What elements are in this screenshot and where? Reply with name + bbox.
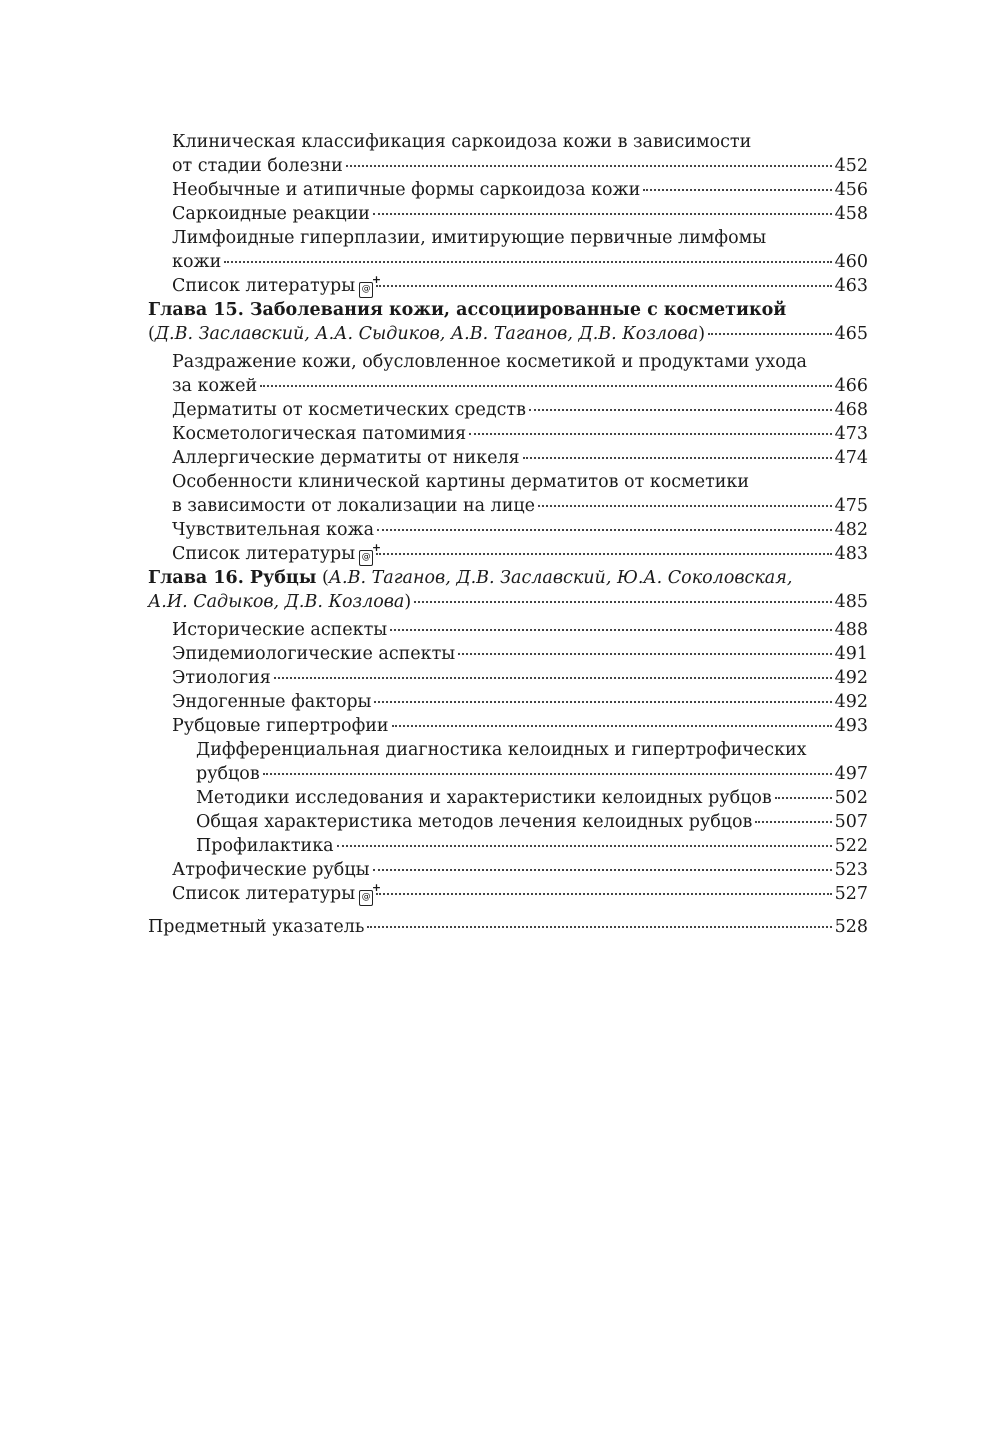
toc-entry-sarcoidosis-classification[interactable]: Клиническая классификация саркоидоза кожи в зависимости	[172, 132, 752, 152]
toc-entry-cosmetic-dermatitis[interactable]: Дерматиты от косметических средств 468	[172, 400, 868, 420]
page-number: 507	[834, 812, 868, 832]
dot-leader	[469, 433, 831, 435]
dot-leader	[775, 797, 832, 799]
page-number: 502	[834, 788, 868, 808]
dot-leader	[414, 601, 831, 603]
dot-leader	[376, 553, 831, 555]
dot-leader	[374, 701, 831, 703]
e-resource-icon: @ +	[359, 890, 373, 906]
toc-entry-differential-diagnosis-cont[interactable]: рубцов 497	[196, 764, 868, 784]
page-number: 528	[834, 917, 868, 937]
dot-leader	[373, 869, 832, 871]
dot-leader	[376, 285, 831, 287]
toc-entry-atypical-sarcoidosis[interactable]: Необычные и атипичные формы саркоидоза кожи 456	[172, 180, 868, 200]
page-number: 491	[834, 644, 868, 664]
page-number: 488	[834, 620, 868, 640]
dot-leader	[458, 653, 831, 655]
dot-leader	[538, 505, 832, 507]
toc-entry-differential-diagnosis[interactable]: Дифференциальная диагностика келоидных и гипертрофических	[196, 740, 807, 760]
chapter-16-title[interactable]: Глава 16. Рубцы (А.В. Таганов, Д.В. Заславский, Ю.А. Соколовская,	[148, 568, 793, 588]
dot-leader	[376, 893, 831, 895]
toc-entry-sarcoidosis-classification-cont[interactable]: от стадии болезни 452	[172, 156, 868, 176]
toc-entry-lymphoid-hyperplasia[interactable]: Лимфоидные гиперплазии, имитирующие первичные лимфомы	[172, 228, 767, 248]
toc-entry-hypertrophic-scars[interactable]: Рубцовые гипертрофии 493	[172, 716, 868, 736]
page-number: 485	[834, 592, 868, 612]
toc-entry-subject-index[interactable]: Предметный указатель 528	[148, 917, 868, 937]
page-number: 527	[834, 884, 868, 904]
toc-entry-nickel-dermatitis[interactable]: Аллергические дерматиты от никеля 474	[172, 448, 868, 468]
page-number: 458	[834, 204, 868, 224]
toc-entry-clinical-features[interactable]: Особенности клинической картины дерматитов от косметики	[172, 472, 750, 492]
dot-leader	[390, 629, 831, 631]
toc-entry-clinical-features-cont[interactable]: в зависимости от локализации на лице 475	[172, 496, 868, 516]
dot-leader	[346, 165, 832, 167]
toc-entry-epidemiology[interactable]: Эпидемиологические аспекты 491	[172, 644, 868, 664]
toc-entry-treatment-methods[interactable]: Общая характеристика методов лечения келоидных рубцов 507	[196, 812, 868, 832]
dot-leader	[367, 926, 831, 928]
page-number: 497	[834, 764, 868, 784]
table-of-contents	[148, 130, 868, 939]
dot-leader	[373, 213, 832, 215]
page-number: 465	[834, 324, 868, 344]
page-number: 492	[834, 668, 868, 688]
page-number: 492	[834, 692, 868, 712]
dot-leader	[260, 385, 831, 387]
page-number: 473	[834, 424, 868, 444]
page-number: 483	[834, 544, 868, 564]
dot-leader	[708, 333, 832, 335]
dot-leader	[755, 821, 831, 823]
toc-entry-references-16[interactable]: Список литературы @ + 527	[148, 882, 868, 906]
dot-leader	[529, 409, 832, 411]
page-number: 475	[834, 496, 868, 516]
dot-leader	[337, 845, 832, 847]
toc-entry-sarcoid-reactions[interactable]: Саркоидные реакции 458	[172, 204, 868, 224]
toc-entry-research-methods[interactable]: Методики исследования и характеристики келоидных рубцов 502	[196, 788, 868, 808]
authors: А.И. Садыков, Д.В. Козлова	[148, 592, 405, 612]
dot-leader	[392, 725, 832, 727]
authors: Д.В. Заславский, А.А. Сыдиков, А.В. Таганов, Д.В. Козлова	[154, 324, 699, 344]
toc-entry-etiology[interactable]: Этиология 492	[172, 668, 868, 688]
page-number: 493	[834, 716, 868, 736]
toc-entry-pathomimia[interactable]: Косметологическая патомимия 473	[172, 424, 868, 444]
dot-leader	[523, 457, 832, 459]
dot-leader	[274, 677, 832, 679]
authors: А.В. Таганов, Д.В. Заславский, Ю.А. Соколовская,	[328, 568, 793, 588]
toc-entry-historical[interactable]: Исторические аспекты 488	[172, 620, 868, 640]
toc-entry-skin-irritation-cont[interactable]: за кожей 466	[172, 376, 868, 396]
page-number: 456	[834, 180, 868, 200]
chapter-15-authors[interactable]: (Д.В. Заславский, А.А. Сыдиков, А.В. Таганов, Д.В. Козлова) 465	[148, 324, 868, 344]
page-number: 474	[834, 448, 868, 468]
toc-entry-lymphoid-hyperplasia-cont[interactable]: кожи 460	[172, 252, 868, 272]
dot-leader	[377, 529, 832, 531]
toc-entry-references-14[interactable]: Список литературы @ + 463	[148, 274, 868, 298]
chapter-16-authors[interactable]: А.И. Садыков, Д.В. Козлова) 485	[148, 592, 868, 612]
page-number: 466	[834, 376, 868, 396]
dot-leader	[224, 261, 831, 263]
chapter-15-title[interactable]: Глава 15. Заболевания кожи, ассоциированные с косметикой	[148, 300, 787, 320]
dot-leader	[263, 773, 832, 775]
toc-entry-references-15[interactable]: Список литературы @ + 483	[148, 542, 868, 566]
page-number: 463	[834, 276, 868, 296]
toc-entry-skin-irritation[interactable]: Раздражение кожи, обусловленное косметикой и продуктами ухода	[172, 352, 807, 372]
page-number: 482	[834, 520, 868, 540]
dot-leader	[643, 189, 831, 191]
toc-entry-atrophic-scars[interactable]: Атрофические рубцы 523	[172, 860, 868, 880]
e-resource-icon: @ +	[359, 282, 373, 298]
toc-entry-endogenous[interactable]: Эндогенные факторы 492	[172, 692, 868, 712]
page-number: 460	[834, 252, 868, 272]
page-number: 522	[834, 836, 868, 856]
e-resource-icon: @ +	[359, 550, 373, 566]
page-number: 523	[834, 860, 868, 880]
page-number: 468	[834, 400, 868, 420]
toc-entry-sensitive-skin[interactable]: Чувствительная кожа 482	[172, 520, 868, 540]
toc-entry-prevention[interactable]: Профилактика 522	[196, 836, 868, 856]
page-number: 452	[834, 156, 868, 176]
